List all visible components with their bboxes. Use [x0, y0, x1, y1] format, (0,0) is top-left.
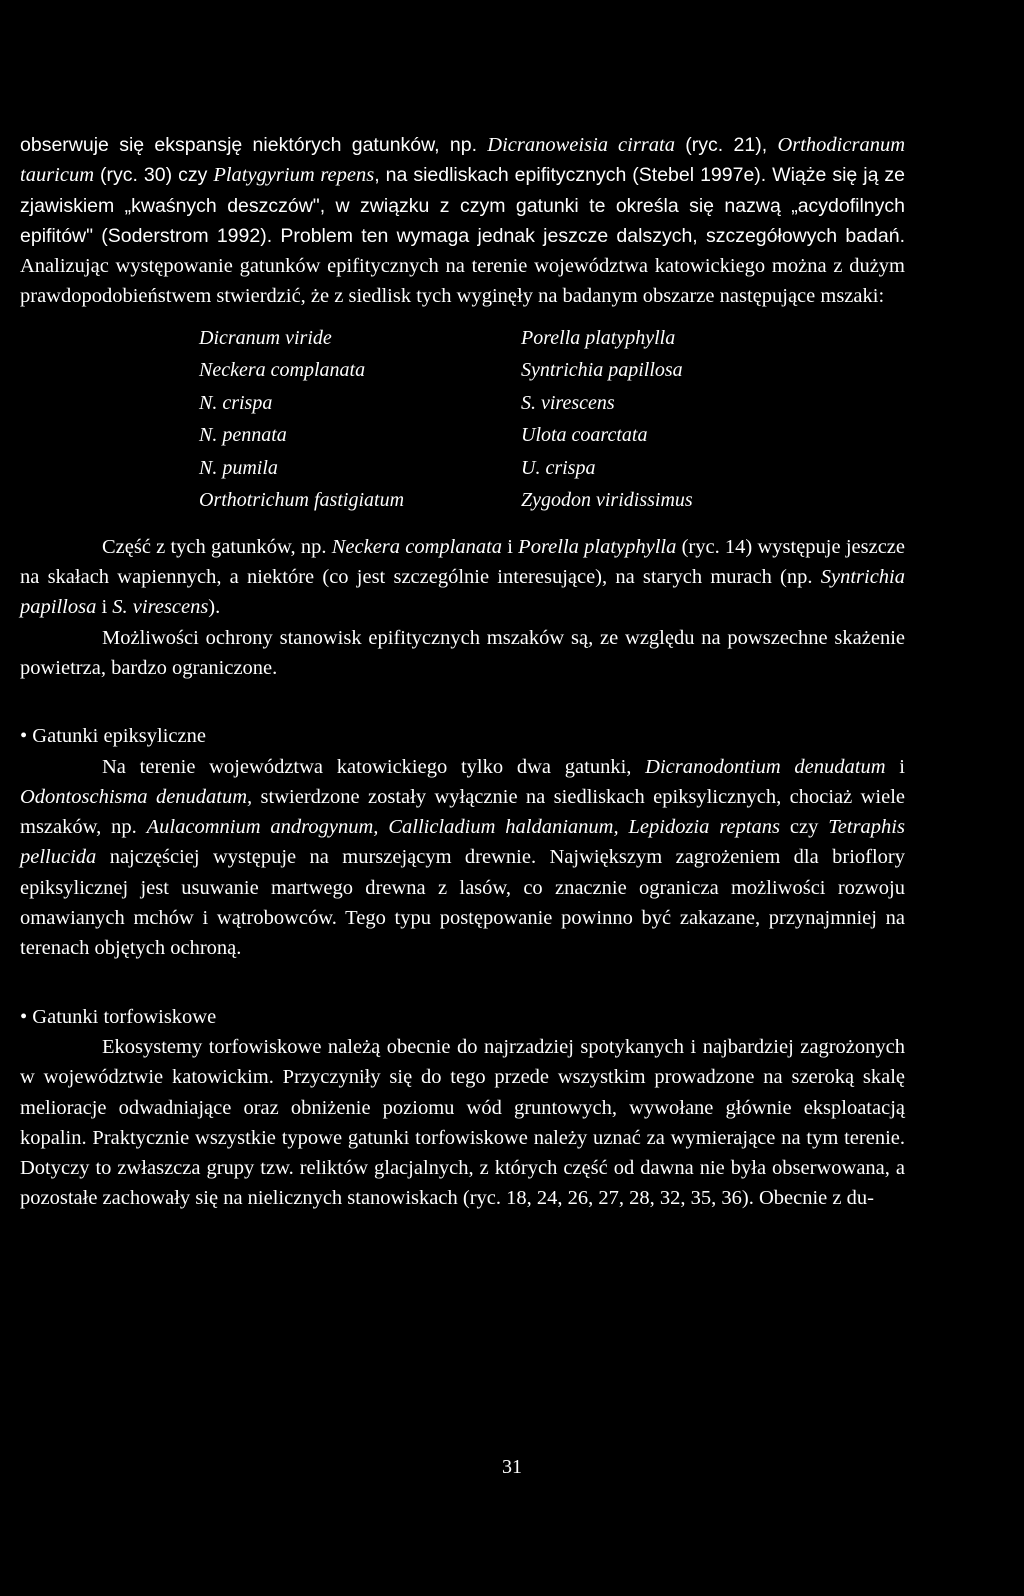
species-name: S. virescens: [112, 596, 209, 619]
species-name: Syntrichia papillosa: [20, 566, 905, 619]
text-run: Część z tych gatunków, np.: [102, 535, 332, 558]
text-run: obserwuje się ekspansję niektórych gatunków, np.: [20, 134, 488, 156]
species-column-left: [199, 322, 404, 517]
section-heading-peatland: • Gatunki torfowiskowe: [20, 1005, 217, 1028]
section-gap: [20, 683, 905, 721]
text-run: czy: [780, 816, 829, 839]
species-name: Tetraphis pellucida: [20, 816, 905, 869]
paragraph-epixylic: [20, 752, 905, 964]
text-run: (ryc. 30) czy: [94, 164, 214, 187]
paragraph-peatland: Ekosystemy torfowiskowe należą obecnie do najrzadziej spotykanych i najbardziej zagrożonych w województwie katowickim. Przyczyniły się do tego przede wszystkim prowadzone na szeroką skalę melioracje odwadniające oraz obniżenie poziomu wód gruntowych, wywołane głównie eksploatacją kopalin. Praktycznie wszystkie typowe gatunki torfowiskowe należy uznać za wymierające na tym terenie. Dotyczy to zwłaszcza grupy tzw. reliktów glacjalnych, z których część od dawna nie była obserwowana, a pozostałe zachowały się na nielicznych stanowiskach (ryc. 18, 24, 26, 27, 28, 32, 35, 36). Obecnie z du-: [20, 1035, 905, 1210]
section-gap: [20, 964, 905, 1002]
species-name: Orthodicranum tauricum: [20, 134, 905, 187]
species-item: Zygodon viridissimus: [521, 489, 693, 512]
species-name: Platygyrium repens: [213, 164, 375, 187]
text-run: Na terenie województwa katowickiego tylko dwa gatunki,: [102, 755, 646, 778]
section-heading-epixylic: • Gatunki epiksyliczne: [20, 725, 206, 748]
text-run: , na siedliskach epifitycznych (Stebel 1997e). Wiąże się ją ze zjawiskiem „kwaśnych deszczów", w związku z czym gatunki te określa się nazwą „acydofilnych epifitów" (Soderstrom 1992). Problem ten wymaga jednak jeszcze dalszych, szczegółowych badań.: [20, 164, 906, 247]
species-item: Orthotrichum fastigiatum: [199, 489, 405, 512]
text-run: (ryc. 21),: [674, 134, 778, 156]
page-body: [20, 130, 905, 1214]
text-run: najczęściej występuje na murszejącym drewnie. Największym zagrożeniem dla brioflory epiksylicznej jest usuwanie martwego drewna z lasów, co znacznie ogranicza możliwości rozwoju omawianych mchów i wątrobowców. Tego typu postępowanie powinno być zakazane, przynajmniej na terenach objętych ochroną.: [20, 846, 905, 960]
species-item: N. pumila: [199, 456, 278, 479]
species-item: Neckera complanata: [199, 359, 366, 382]
paragraph-protection: Możliwości ochrony stanowisk epifitycznych mszaków są, ze względu na powszechne skażenie powietrza, bardzo ograniczone.: [20, 626, 905, 679]
species-name: Porella platyphylla: [518, 535, 677, 558]
species-item: Porella platyphylla: [521, 326, 676, 349]
species-item: U. crispa: [521, 456, 596, 479]
species-item: Dicranum viride: [199, 326, 332, 349]
species-item: Ulota coarctata: [521, 424, 648, 447]
species-name: Odontoschisma denudatum,: [20, 785, 253, 808]
text-run: i: [885, 755, 905, 778]
text-run: i: [502, 535, 519, 558]
species-name: Neckera complanata: [331, 535, 503, 558]
species-name: Dicranoweisia cirrata: [487, 134, 675, 156]
species-item: Syntrichia papillosa: [521, 359, 683, 382]
text-run: (ryc. 14) występuje jeszcze na skałach wapiennych, a niektóre (co jest szczególnie interesujące), na starych murach (np.: [20, 535, 905, 589]
extinct-species-list: [20, 322, 905, 518]
page-number: 31: [502, 1456, 522, 1478]
species-name: Aulacomnium androgynum, Callicladium haldanianum, Lepidozia reptans: [146, 816, 781, 839]
species-item: N. crispa: [199, 391, 273, 414]
species-item: S. virescens: [521, 391, 615, 414]
species-column-right: [521, 322, 693, 517]
species-name: Dicranodontium denudatum: [645, 755, 886, 778]
paragraph-epiphytes: [20, 130, 905, 312]
text-run: ).: [208, 596, 221, 619]
text-run: Analizując występowanie gatunków epifitycznych na terenie województwa katowickiego można z dużym prawdopodobieństwem stwierdzić, że z siedlisk tych wyginęły na badanym obszarze następujące mszaki:: [20, 255, 905, 308]
text-run: stwierdzone zostały wyłącznie na siedliskach epiksylicznych, chociaż wiele mszaków, np.: [20, 785, 905, 839]
species-item: N. pennata: [199, 424, 287, 447]
paragraph-limestone: [20, 532, 905, 623]
text-run: i: [96, 596, 113, 619]
